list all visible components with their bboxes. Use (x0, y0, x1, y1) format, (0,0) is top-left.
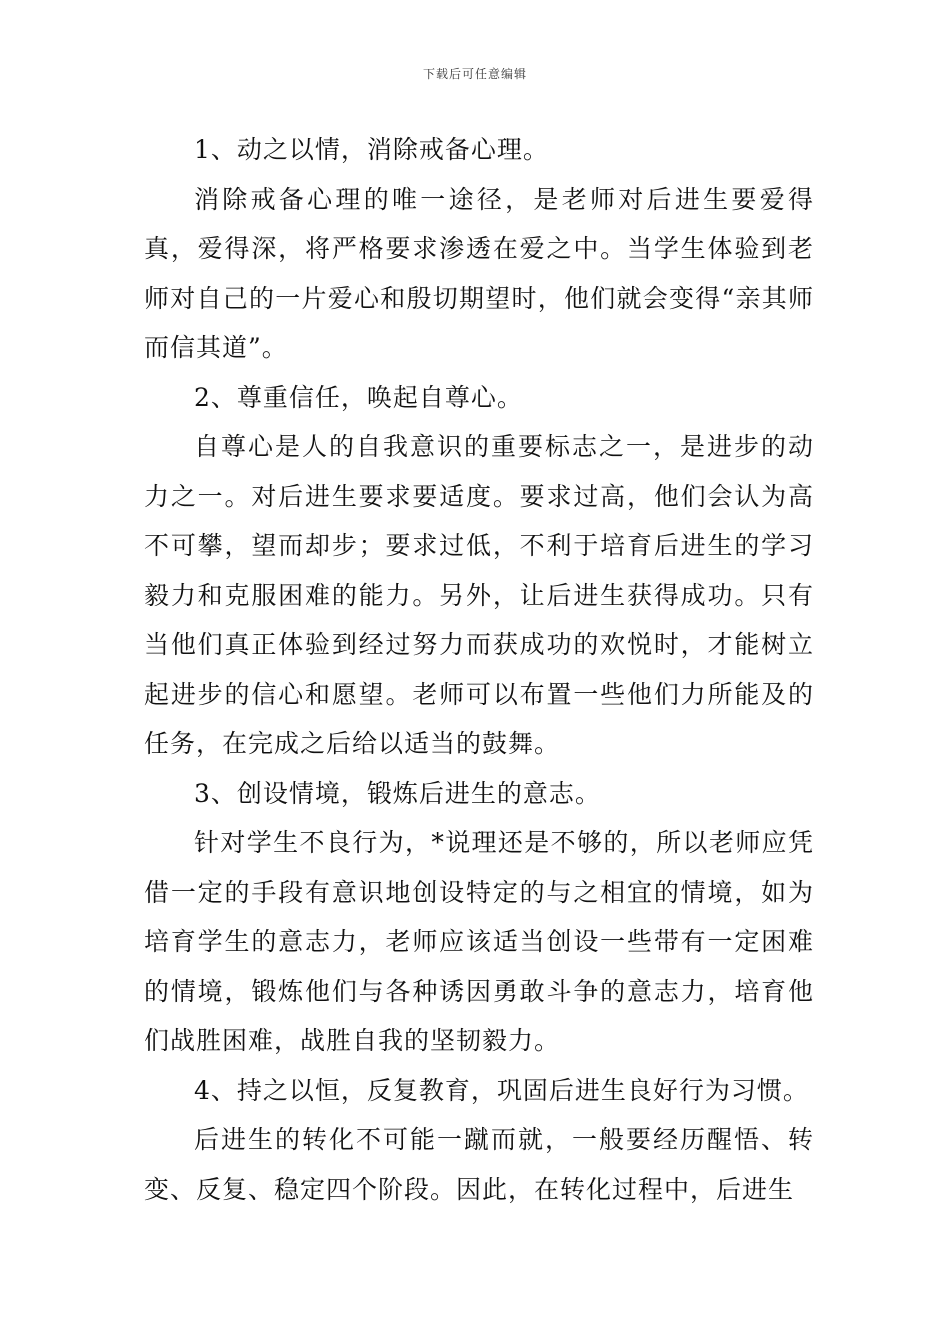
section-heading-4: 4、持之以恒，反复教育，巩固后进生良好行为习惯。 (194, 1075, 809, 1105)
body-paragraph-4: 后进生的转化不可能一蹴而就，一般要经历醒悟、转变、反复、稳定四个阶段。因此，在转化过程中，后进生 (144, 1125, 814, 1204)
body-paragraph-2: 自尊心是人的自我意识的重要标志之一，是进步的动力之一。对后进生要求要适度。要求过高，他们会认为高不可攀，望而却步；要求过低，不利于培育后进生的学习毅力和克服困难的能力。另外，让后进生获得成功。只有当他们真正体验到经过努力而获成功的欢悦时，才能树立起进步的信心和愿望。老师可以布置一些他们力所能及的任务，在完成之后给以适当的鼓舞。 (144, 432, 814, 758)
body-paragraph-1: 消除戒备心理的唯一途径，是老师对后进生要爱得真，爱得深，将严格要求渗透在爱之中。当学生体验到老师对自己的一片爱心和殷切期望时，他们就会变得“亲其师而信其道”。 (144, 184, 814, 362)
section-heading-2: 2、尊重信任，唤起自尊心。 (194, 382, 523, 412)
section-heading-3: 3、创设情境，锻炼后进生的意志。 (194, 778, 601, 808)
document-body (144, 125, 814, 1214)
page-header: 下载后可任意编辑 (422, 67, 527, 81)
section-heading-1: 1、动之以情，消除戒备心理。 (194, 135, 549, 164)
body-paragraph-3: 针对学生不良行为，*说理还是不够的，所以老师应凭借一定的手段有意识地创设特定的与之相宜的情境，如为培育学生的意志力，老师应该适当创设一些带有一定困难的情境，锻炼他们与各种诱因勇敢斗争的意志力，培育他们战胜困难，战胜自我的坚韧毅力。 (144, 828, 814, 1055)
